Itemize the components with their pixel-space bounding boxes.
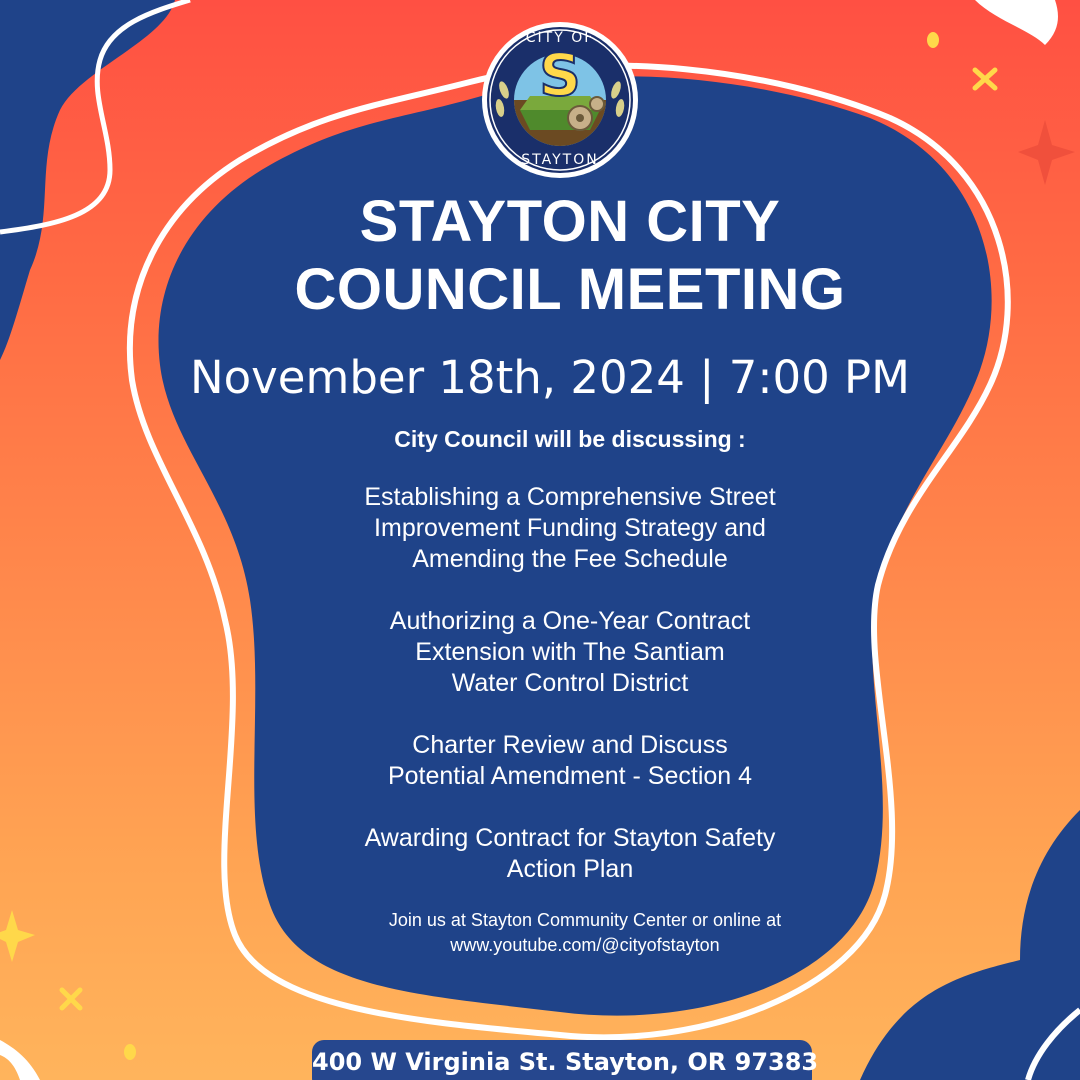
title-line-2: COUNCIL MEETING [294, 257, 846, 322]
agenda-item-line: Authorizing a One-Year Contract [389, 607, 751, 635]
star-top-right [1018, 120, 1075, 185]
logo-bottom-text: STAYTON [521, 152, 599, 168]
agenda-item-line: Improvement Funding Strategy and [374, 514, 766, 542]
sparkle-cross-top-right [975, 70, 995, 88]
agenda-item-line: Amending the Fee Schedule [412, 545, 728, 573]
agenda-item-line: Extension with The Santiam [415, 638, 725, 666]
youtube-link[interactable]: www.youtube.com/@cityofstayton [450, 935, 720, 955]
meeting-datetime: November 18th, 2024 | 7:00 PM [189, 351, 911, 404]
agenda-item [270, 606, 870, 699]
agenda-item [270, 823, 870, 885]
sparkle-star-left [0, 910, 35, 962]
agenda-item-line: Potential Amendment - Section 4 [387, 762, 753, 790]
sparkle-dot-top-right [927, 32, 939, 48]
join-info [300, 908, 870, 958]
title-line-1: STAYTON CITY [359, 189, 781, 254]
sparkle-dot-bottom-left [124, 1044, 136, 1060]
meeting-title [150, 188, 990, 324]
bottom-left-swoosh [0, 1040, 40, 1080]
agenda-item-line: Awarding Contract for Stayton Safety [364, 824, 776, 852]
agenda-list [270, 482, 870, 916]
top-right-swoosh [975, 0, 1058, 45]
agenda-item [270, 730, 870, 792]
agenda-item [270, 482, 870, 575]
agenda-intro: City Council will be discussing : [394, 426, 746, 452]
agenda-item-line: Establishing a Comprehensive Street [364, 483, 776, 511]
top-left-blob [0, 0, 175, 360]
sparkle-cross-bottom-left [62, 990, 80, 1008]
agenda-item-line: Water Control District [451, 669, 689, 697]
logo-top-text: CITY OF [525, 30, 595, 46]
join-text: Join us at Stayton Community Center or online at [388, 910, 782, 930]
agenda-item-line: Charter Review and Discuss [412, 731, 728, 759]
logo-letter: S [539, 41, 581, 109]
address-badge: 400 W Virginia St. Stayton, OR 97383 [312, 1040, 812, 1080]
agenda-item-line: Action Plan [506, 855, 634, 883]
